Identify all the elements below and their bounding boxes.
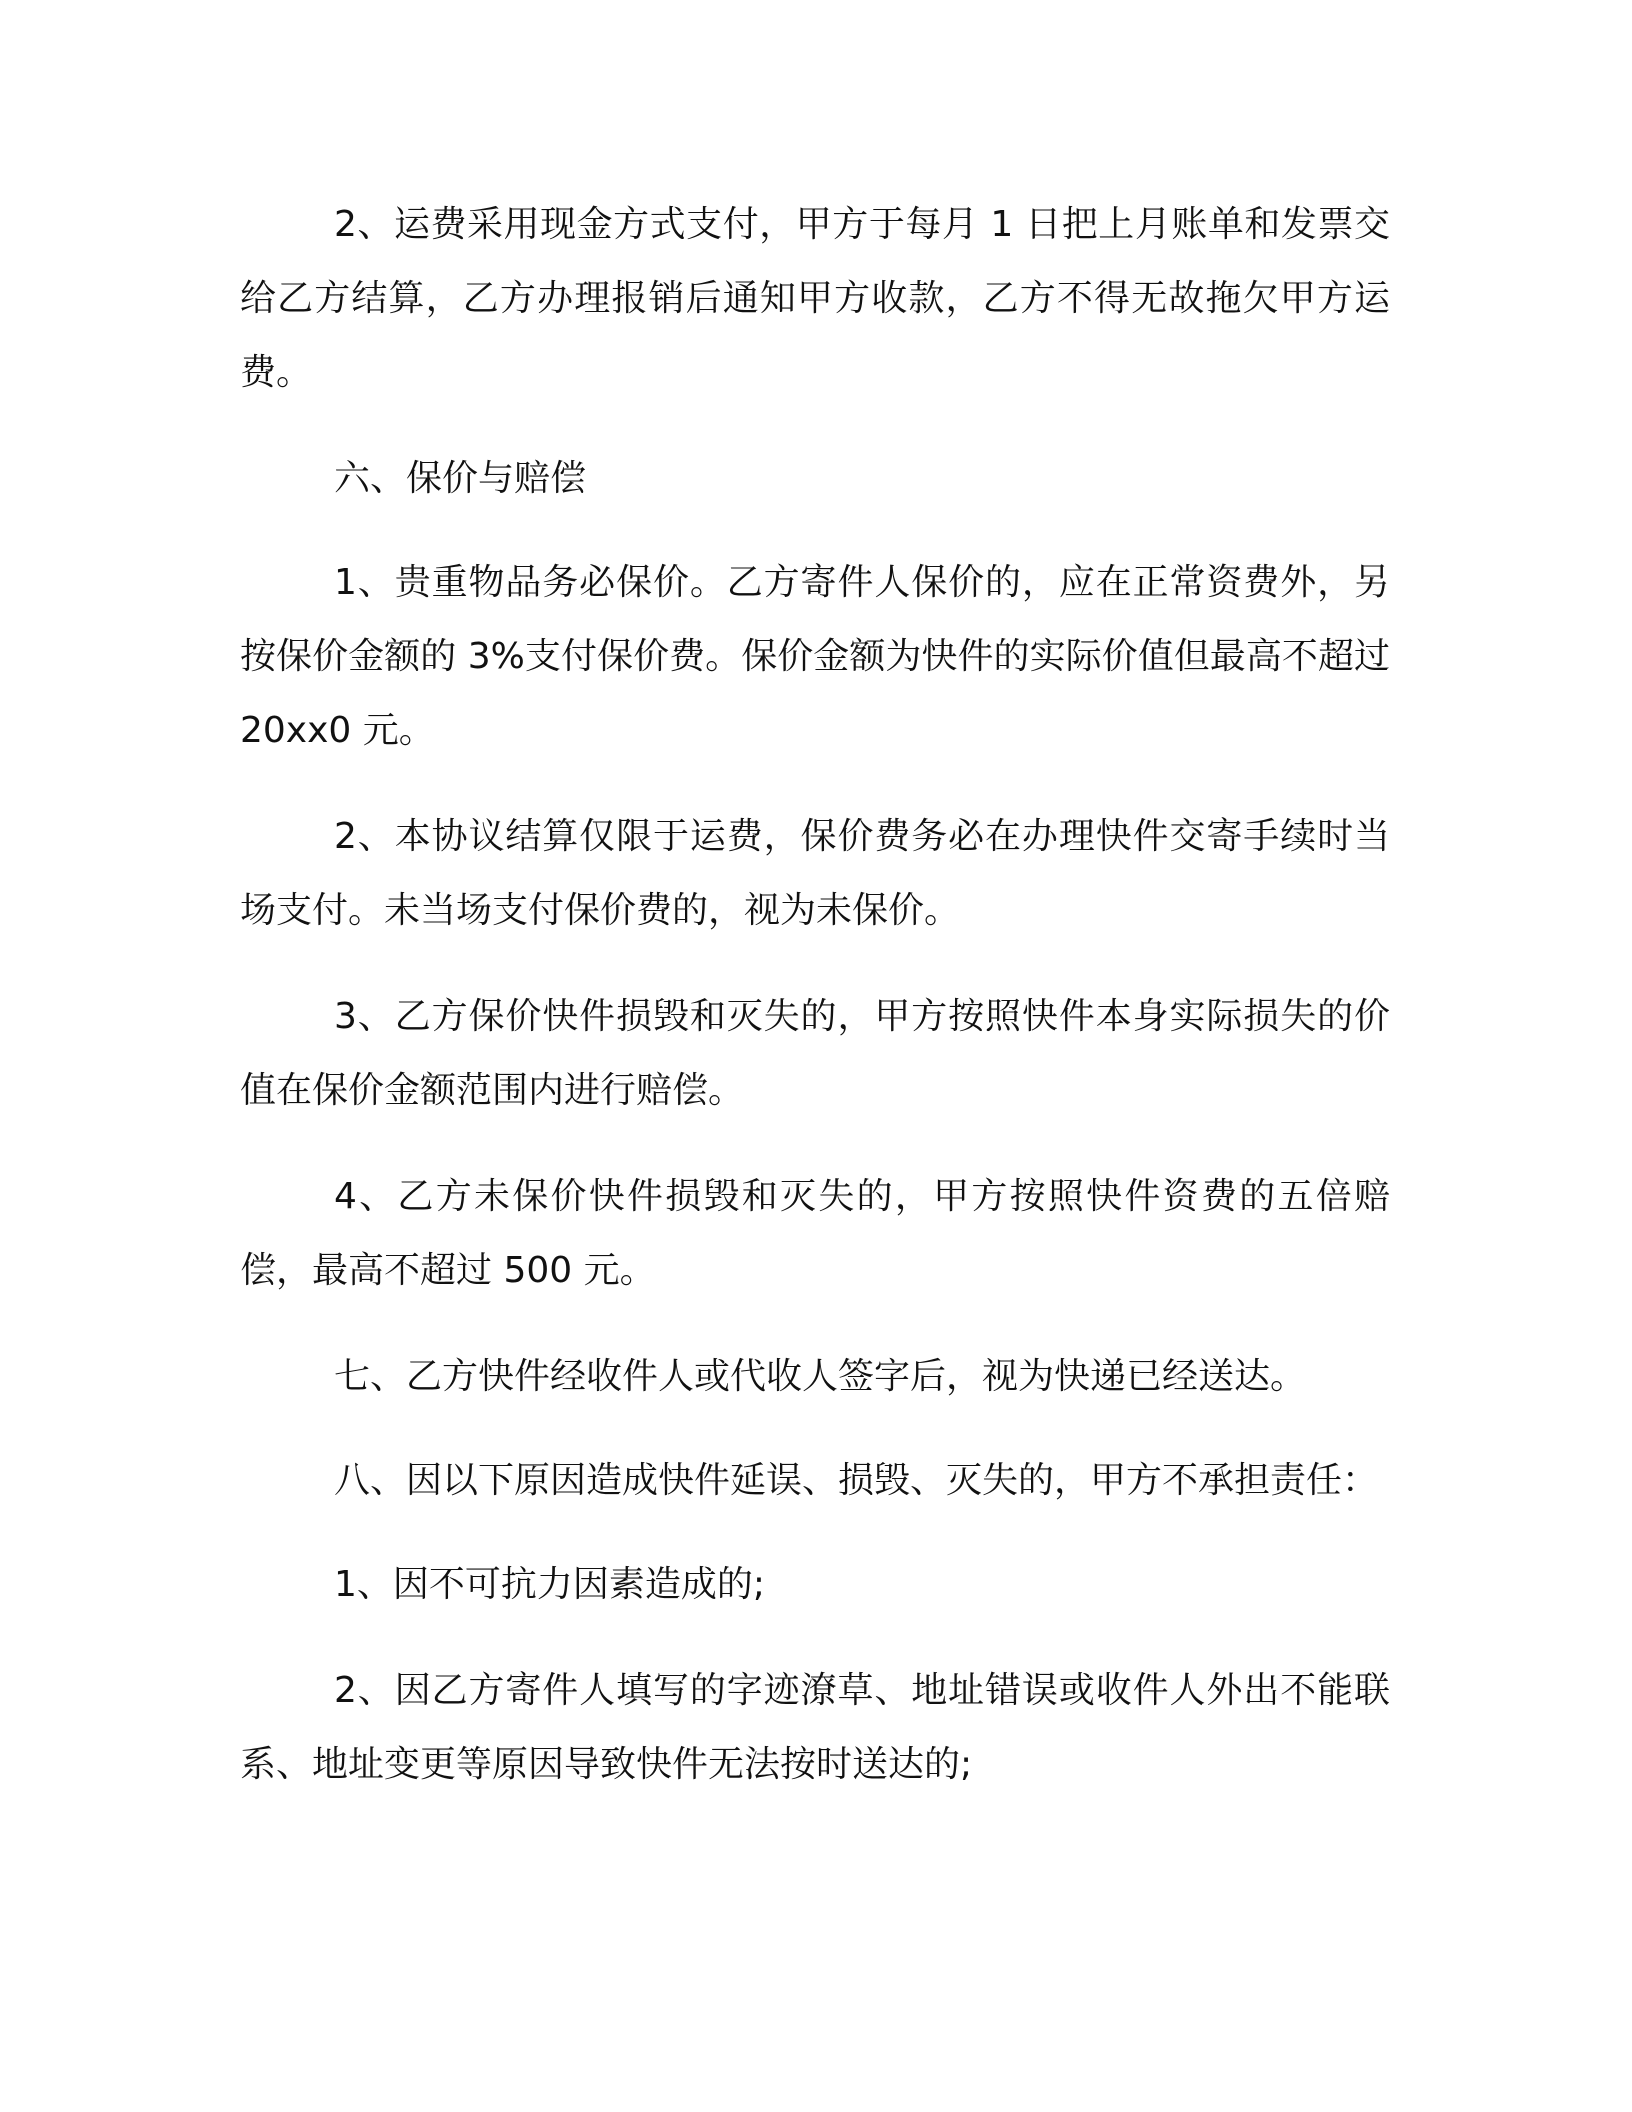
- clause-paragraph: 2、因乙方寄件人填写的字迹潦草、地址错误或收件人外出不能联系、地址变更等原因导致快件无法按时送达的;: [240, 1670, 1390, 1785]
- clause-paragraph: 2、本协议结算仅限于运费，保价费务必在办理快件交寄手续时当场支付。未当场支付保价费的，视为未保价。: [240, 816, 1390, 931]
- document-body: [240, 188, 1390, 1834]
- section-heading: 七、乙方快件经收件人或代收人签字后，视为快递已经送达。: [334, 1356, 1307, 1397]
- clause-paragraph: 1、因不可抗力因素造成的;: [334, 1564, 766, 1605]
- clause-paragraph: 3、乙方保价快件损毁和灭失的，甲方按照快件本身实际损失的价值在保价金额范围内进行赔偿。: [240, 996, 1390, 1111]
- clause-paragraph: 4、乙方未保价快件损毁和灭失的，甲方按照快件资费的五倍赔偿，最高不超过 500 元。: [240, 1176, 1390, 1291]
- section-heading: 八、因以下原因造成快件延误、损毁、灭失的，甲方不承担责任：: [334, 1460, 1379, 1501]
- section-heading: 六、保价与赔偿: [334, 458, 587, 499]
- clause-paragraph: 2、运费采用现金方式支付，甲方于每月 1 日把上月账单和发票交给乙方结算，乙方办理报销后通知甲方收款，乙方不得无故拖欠甲方运费。: [240, 204, 1390, 393]
- clause-paragraph: 1、贵重物品务必保价。乙方寄件人保价的，应在正常资费外，另按保价金额的 3%支付保价费。保价金额为快件的实际价值但最高不超过 20xx0 元。: [240, 562, 1390, 751]
